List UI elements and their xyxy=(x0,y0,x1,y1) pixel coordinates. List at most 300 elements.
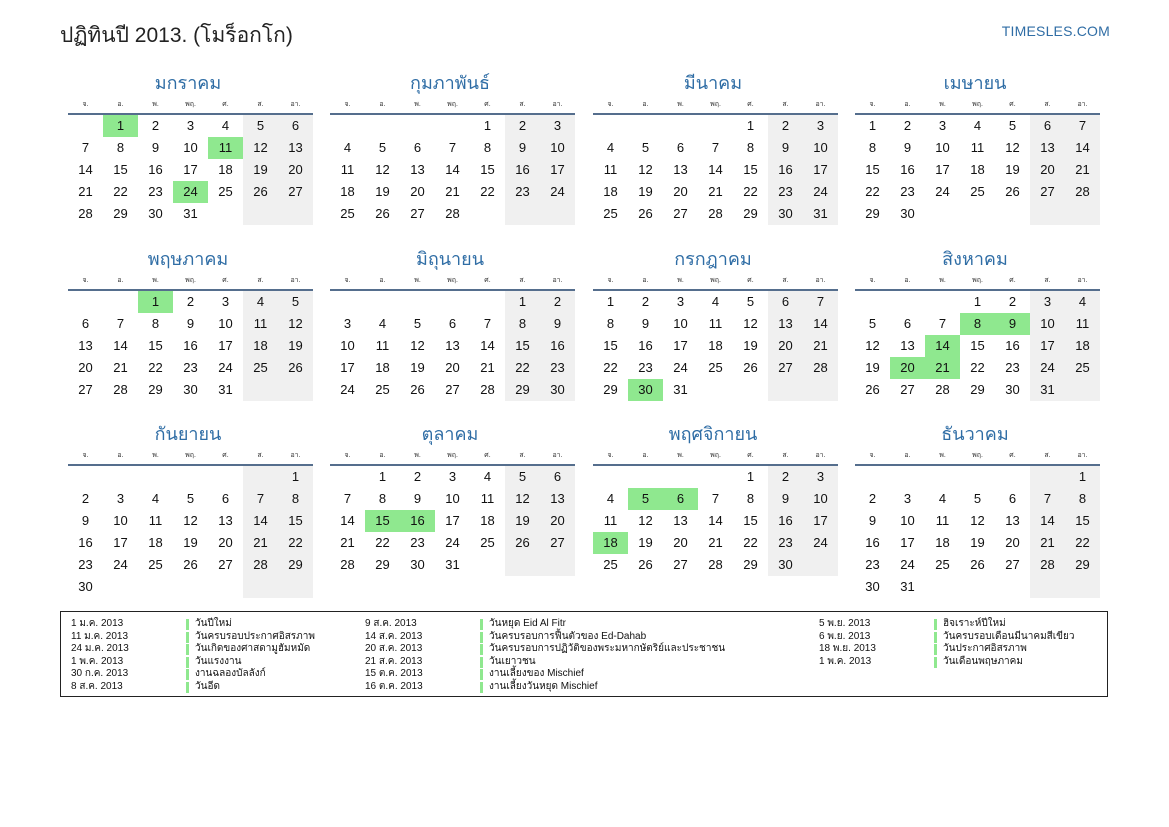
day-cell: 10 xyxy=(218,316,233,331)
weekday-header xyxy=(593,97,838,115)
empty-cell xyxy=(855,291,890,313)
day-cell: 18 xyxy=(218,162,233,177)
holiday-name: วันครบรอบเดือนมีนาคมสีเขียว xyxy=(943,630,1075,642)
holiday-marker xyxy=(480,682,483,693)
legend-item xyxy=(365,656,725,669)
day-cell: 12 xyxy=(638,162,653,177)
day-cell: 14 xyxy=(78,162,93,177)
empty-cell xyxy=(103,466,138,488)
day-cell: 29 xyxy=(278,554,313,576)
day-cell: 19 xyxy=(865,360,880,375)
day-cell: 13 xyxy=(1005,513,1020,528)
day-cell: 9 xyxy=(186,316,195,331)
month-name: มิถุนายน xyxy=(415,249,485,269)
weekday-label: พฤ. xyxy=(972,452,983,459)
day-cell: 2 xyxy=(768,115,803,137)
day-cell: 12 xyxy=(865,338,880,353)
weekday-label: พฤ. xyxy=(185,452,196,459)
weekday-label: ศ. xyxy=(1009,452,1016,459)
day-cell: 13 xyxy=(540,488,575,510)
legend-item xyxy=(71,681,315,694)
empty-cell xyxy=(103,576,138,598)
day-cell: 16 xyxy=(768,159,803,181)
day-cell: 23 xyxy=(1005,360,1020,375)
empty-cell xyxy=(925,203,960,225)
weekday-label: พ. xyxy=(414,101,421,108)
day-cell: 22 xyxy=(1065,532,1100,554)
weekday-label: พฤ. xyxy=(972,101,983,108)
empty-cell xyxy=(435,291,470,313)
day-cell: 16 xyxy=(400,510,435,532)
empty-cell xyxy=(890,466,925,488)
holiday-marker xyxy=(934,632,937,643)
weekday-header xyxy=(68,273,313,291)
days-grid xyxy=(593,291,838,401)
empty-cell xyxy=(628,115,663,137)
weekday-label: พ. xyxy=(939,452,946,459)
day-cell: 8 xyxy=(746,140,755,155)
day-cell: 11 xyxy=(970,140,985,155)
weekday-label: ศ. xyxy=(484,277,491,284)
day-cell: 18 xyxy=(480,513,495,528)
empty-cell xyxy=(243,466,278,488)
day-cell: 9 xyxy=(505,137,540,159)
holiday-marker xyxy=(186,644,189,655)
legend-column xyxy=(71,618,315,693)
day-cell: 8 xyxy=(606,316,615,331)
day-cell: 16 xyxy=(900,162,915,177)
holiday-date: 21 ส.ค. 2013 xyxy=(365,655,423,667)
day-cell: 9 xyxy=(768,137,803,159)
days-grid xyxy=(330,466,575,576)
weekday-label: จ. xyxy=(607,277,614,284)
day-cell: 17 xyxy=(340,360,355,375)
day-cell: 28 xyxy=(708,206,723,221)
weekday-label: อ. xyxy=(379,101,386,108)
weekday-label: จ. xyxy=(344,452,351,459)
day-cell: 11 xyxy=(708,316,723,331)
month-name: มกราคม xyxy=(154,73,222,93)
legend-item xyxy=(71,656,315,669)
day-cell: 2 xyxy=(903,118,912,133)
day-cell: 10 xyxy=(673,316,688,331)
day-cell: 5 xyxy=(413,316,422,331)
empty-cell xyxy=(330,291,365,313)
day-cell: 17 xyxy=(445,513,460,528)
day-cell: 24 xyxy=(113,557,128,572)
day-cell: 20 xyxy=(890,357,925,379)
day-cell: 17 xyxy=(1030,335,1065,357)
day-cell: 9 xyxy=(81,513,90,528)
empty-cell xyxy=(208,576,243,598)
empty-cell xyxy=(593,115,628,137)
holiday-name: วันอีด xyxy=(195,680,220,692)
day-cell: 9 xyxy=(641,316,650,331)
empty-cell xyxy=(803,379,838,401)
holiday-name: งานเลี้ยงวันหยุด Mischief xyxy=(489,680,598,692)
holiday-name: งานเลี้ยงของ Mischief xyxy=(489,668,584,679)
day-cell: 27 xyxy=(218,557,233,572)
day-cell: 20 xyxy=(1030,159,1065,181)
day-cell: 3 xyxy=(116,491,125,506)
day-cell: 30 xyxy=(628,379,663,401)
day-cell: 17 xyxy=(218,338,233,353)
month-name: มีนาคม xyxy=(683,73,743,93)
weekday-label: ศ. xyxy=(222,277,229,284)
empty-cell xyxy=(173,576,208,598)
day-cell: 26 xyxy=(1005,184,1020,199)
day-cell: 13 xyxy=(445,338,460,353)
day-cell: 23 xyxy=(183,360,198,375)
legend-item xyxy=(819,631,1075,644)
day-cell: 16 xyxy=(540,335,575,357)
weekday-label: พฤ. xyxy=(972,277,983,284)
empty-cell xyxy=(768,379,803,401)
day-cell: 5 xyxy=(746,294,755,309)
day-cell: 25 xyxy=(970,184,985,199)
day-cell: 20 xyxy=(673,535,688,550)
day-cell: 10 xyxy=(803,137,838,159)
weekday-label: พ. xyxy=(414,277,421,284)
day-cell: 3 xyxy=(540,115,575,137)
holiday-date: 1 พ.ค. 2013 xyxy=(819,655,872,667)
empty-cell xyxy=(960,203,995,225)
holiday-date: 15 ต.ค. 2013 xyxy=(365,668,423,679)
day-cell: 3 xyxy=(803,115,838,137)
day-cell: 24 xyxy=(340,382,355,397)
day-cell: 29 xyxy=(505,379,540,401)
day-cell: 28 xyxy=(78,206,93,221)
empty-cell xyxy=(698,466,733,488)
days-grid xyxy=(68,466,313,598)
day-cell: 10 xyxy=(803,488,838,510)
legend-item xyxy=(71,643,315,656)
weekday-label: จ. xyxy=(344,101,351,108)
day-cell: 2 xyxy=(186,294,195,309)
day-cell: 6 xyxy=(413,140,422,155)
day-cell: 13 xyxy=(410,162,425,177)
day-cell: 7 xyxy=(711,140,720,155)
day-cell: 31 xyxy=(900,579,915,594)
empty-cell xyxy=(470,203,505,225)
weekday-label: พ. xyxy=(939,277,946,284)
weekday-label: พฤ. xyxy=(447,277,458,284)
day-cell: 13 xyxy=(278,137,313,159)
day-cell: 6 xyxy=(903,316,912,331)
day-cell: 30 xyxy=(865,579,880,594)
day-cell: 10 xyxy=(900,513,915,528)
holiday-name: วันปีใหม่ xyxy=(195,618,232,629)
holiday-name: วันเยาวชน xyxy=(489,655,536,667)
weekday-label: ศ. xyxy=(1009,277,1016,284)
weekday-label: ศ. xyxy=(222,452,229,459)
day-cell: 7 xyxy=(448,140,457,155)
day-cell: 6 xyxy=(1030,115,1065,137)
holiday-marker xyxy=(186,619,189,630)
day-cell: 30 xyxy=(183,382,198,397)
day-cell: 10 xyxy=(1030,313,1065,335)
day-cell: 4 xyxy=(151,491,160,506)
weekday-label: อา. xyxy=(1077,277,1088,284)
day-cell: 15 xyxy=(480,162,495,177)
empty-cell xyxy=(243,203,278,225)
day-cell: 18 xyxy=(1065,335,1100,357)
holiday-name: วันเดือนพฤษภาคม xyxy=(943,655,1023,667)
legend-item xyxy=(71,631,315,644)
empty-cell xyxy=(1030,576,1065,598)
day-cell: 16 xyxy=(865,535,880,550)
day-cell: 4 xyxy=(243,291,278,313)
day-cell: 3 xyxy=(1030,291,1065,313)
day-cell: 14 xyxy=(925,335,960,357)
day-cell: 2 xyxy=(1008,294,1017,309)
day-cell: 3 xyxy=(676,294,685,309)
weekday-label: อ. xyxy=(642,452,649,459)
day-cell: 24 xyxy=(935,184,950,199)
day-cell: 22 xyxy=(113,184,128,199)
day-cell: 25 xyxy=(218,184,233,199)
day-cell: 4 xyxy=(483,469,492,484)
day-cell: 23 xyxy=(410,535,425,550)
day-cell: 21 xyxy=(113,360,128,375)
weekday-label: ส. xyxy=(782,452,789,459)
holiday-marker xyxy=(480,619,483,630)
weekday-label: จ. xyxy=(82,452,89,459)
day-cell: 10 xyxy=(445,491,460,506)
holiday-marker xyxy=(186,682,189,693)
empty-cell xyxy=(855,466,890,488)
empty-cell xyxy=(278,203,313,225)
holiday-date: 9 ส.ค. 2013 xyxy=(365,618,417,629)
day-cell: 11 xyxy=(603,162,618,177)
month-calendar xyxy=(593,246,838,401)
empty-cell xyxy=(435,115,470,137)
day-cell: 16 xyxy=(638,338,653,353)
day-cell: 14 xyxy=(1030,510,1065,532)
day-cell: 23 xyxy=(900,184,915,199)
holiday-date: 30 ก.ค. 2013 xyxy=(71,668,129,679)
day-cell: 4 xyxy=(711,294,720,309)
day-cell: 21 xyxy=(803,335,838,357)
weekday-header xyxy=(855,448,1100,466)
weekday-label: อา. xyxy=(1077,101,1088,108)
holiday-legend xyxy=(60,611,1108,697)
legend-item xyxy=(819,643,1075,656)
day-cell: 25 xyxy=(148,557,163,572)
day-cell: 14 xyxy=(708,513,723,528)
day-cell: 15 xyxy=(278,510,313,532)
day-cell: 8 xyxy=(116,140,125,155)
weekday-label: พฤ. xyxy=(185,277,196,284)
day-cell: 13 xyxy=(218,513,233,528)
day-cell: 5 xyxy=(378,140,387,155)
holiday-marker xyxy=(480,644,483,655)
weekday-label: พ. xyxy=(939,101,946,108)
day-cell: 19 xyxy=(278,335,313,357)
day-cell: 21 xyxy=(925,357,960,379)
day-cell: 3 xyxy=(343,316,352,331)
holiday-date: 16 ต.ค. 2013 xyxy=(365,680,423,692)
day-cell: 21 xyxy=(340,535,355,550)
weekday-label: ส. xyxy=(1044,277,1051,284)
empty-cell xyxy=(540,203,575,225)
empty-cell xyxy=(208,466,243,488)
empty-cell xyxy=(925,576,960,598)
day-cell: 27 xyxy=(278,181,313,203)
day-cell: 15 xyxy=(743,513,758,528)
day-cell: 9 xyxy=(540,313,575,335)
day-cell: 24 xyxy=(173,181,208,203)
weekday-label: จ. xyxy=(344,277,351,284)
day-cell: 29 xyxy=(148,382,163,397)
empty-cell xyxy=(278,576,313,598)
day-cell: 15 xyxy=(1065,510,1100,532)
day-cell: 8 xyxy=(1065,488,1100,510)
day-cell: 26 xyxy=(243,181,278,203)
empty-cell xyxy=(365,115,400,137)
day-cell: 19 xyxy=(243,159,278,181)
day-cell: 18 xyxy=(148,535,163,550)
weekday-header xyxy=(330,97,575,115)
day-cell: 15 xyxy=(148,338,163,353)
day-cell: 1 xyxy=(746,469,755,484)
day-cell: 26 xyxy=(970,557,985,572)
weekday-header xyxy=(593,448,838,466)
day-cell: 28 xyxy=(803,357,838,379)
empty-cell xyxy=(1065,379,1100,401)
day-cell: 10 xyxy=(340,338,355,353)
day-cell: 6 xyxy=(1008,491,1017,506)
weekday-label: อา. xyxy=(552,277,563,284)
weekday-label: อา. xyxy=(552,101,563,108)
day-cell: 2 xyxy=(81,491,90,506)
day-cell: 14 xyxy=(803,313,838,335)
day-cell: 29 xyxy=(603,382,618,397)
day-cell: 18 xyxy=(970,162,985,177)
holiday-marker xyxy=(934,619,937,630)
day-cell: 9 xyxy=(868,513,877,528)
day-cell: 13 xyxy=(673,513,688,528)
empty-cell xyxy=(803,554,838,576)
legend-item xyxy=(819,618,1075,631)
day-cell: 24 xyxy=(218,360,233,375)
weekday-label: อ. xyxy=(379,452,386,459)
day-cell: 5 xyxy=(1008,118,1017,133)
day-cell: 27 xyxy=(78,382,93,397)
day-cell: 29 xyxy=(113,206,128,221)
day-cell: 4 xyxy=(606,140,615,155)
day-cell: 26 xyxy=(505,532,540,554)
day-cell: 5 xyxy=(186,491,195,506)
empty-cell xyxy=(925,291,960,313)
site-link[interactable]: TIMESLES.COM xyxy=(1001,23,1110,39)
days-grid xyxy=(593,115,838,225)
weekday-label: จ. xyxy=(607,101,614,108)
day-cell: 11 xyxy=(208,137,243,159)
day-cell: 4 xyxy=(938,491,947,506)
day-cell: 3 xyxy=(903,491,912,506)
weekday-label: อา. xyxy=(815,101,826,108)
day-cell: 13 xyxy=(78,338,93,353)
day-cell: 10 xyxy=(540,137,575,159)
days-grid xyxy=(68,291,313,401)
day-cell: 6 xyxy=(540,466,575,488)
weekday-label: อ. xyxy=(642,277,649,284)
day-cell: 6 xyxy=(278,115,313,137)
day-cell: 25 xyxy=(375,382,390,397)
day-cell: 28 xyxy=(1065,181,1100,203)
empty-cell xyxy=(278,379,313,401)
month-calendar xyxy=(68,246,313,401)
empty-cell xyxy=(698,379,733,401)
day-cell: 16 xyxy=(78,535,93,550)
day-cell: 21 xyxy=(708,535,723,550)
day-cell: 19 xyxy=(1005,162,1020,177)
day-cell: 12 xyxy=(410,338,425,353)
day-cell: 27 xyxy=(445,382,460,397)
holiday-date: 20 ส.ค. 2013 xyxy=(365,643,423,654)
day-cell: 28 xyxy=(935,382,950,397)
month-calendar xyxy=(593,70,838,225)
day-cell: 14 xyxy=(708,162,723,177)
day-cell: 3 xyxy=(938,118,947,133)
day-cell: 9 xyxy=(995,313,1030,335)
day-cell: 25 xyxy=(708,360,723,375)
day-cell: 5 xyxy=(505,466,540,488)
weekday-label: อา. xyxy=(552,452,563,459)
day-cell: 1 xyxy=(378,469,387,484)
day-cell: 20 xyxy=(278,159,313,181)
legend-item xyxy=(71,668,315,681)
weekday-label: จ. xyxy=(82,101,89,108)
weekday-label: จ. xyxy=(869,277,876,284)
day-cell: 20 xyxy=(1005,535,1020,550)
day-cell: 24 xyxy=(900,557,915,572)
empty-cell xyxy=(138,466,173,488)
weekday-label: จ. xyxy=(607,452,614,459)
day-cell: 26 xyxy=(183,557,198,572)
day-cell: 12 xyxy=(970,513,985,528)
holiday-name: วันแรงงาน xyxy=(195,655,242,667)
day-cell: 28 xyxy=(243,554,278,576)
day-cell: 1 xyxy=(1065,466,1100,488)
empty-cell xyxy=(960,576,995,598)
day-cell: 12 xyxy=(243,137,278,159)
day-cell: 3 xyxy=(803,466,838,488)
holiday-marker xyxy=(934,657,937,668)
day-cell: 21 xyxy=(78,184,93,199)
holiday-name: วันเกิดของศาสดามูฮัมหมัด xyxy=(195,643,311,654)
holiday-name: ฮิจเราะห์ปีใหม่ xyxy=(943,618,1006,629)
day-cell: 28 xyxy=(1030,554,1065,576)
empty-cell xyxy=(925,466,960,488)
day-cell: 31 xyxy=(445,557,460,572)
empty-cell xyxy=(540,554,575,576)
weekday-label: ส. xyxy=(519,452,526,459)
day-cell: 4 xyxy=(378,316,387,331)
day-cell: 22 xyxy=(278,532,313,554)
day-cell: 7 xyxy=(116,316,125,331)
day-cell: 19 xyxy=(375,184,390,199)
day-cell: 26 xyxy=(743,360,758,375)
day-cell: 20 xyxy=(445,360,460,375)
day-cell: 11 xyxy=(603,513,618,528)
day-cell: 21 xyxy=(708,184,723,199)
day-cell: 21 xyxy=(480,360,495,375)
day-cell: 7 xyxy=(938,316,947,331)
weekday-label: อ. xyxy=(379,277,386,284)
day-cell: 7 xyxy=(483,316,492,331)
